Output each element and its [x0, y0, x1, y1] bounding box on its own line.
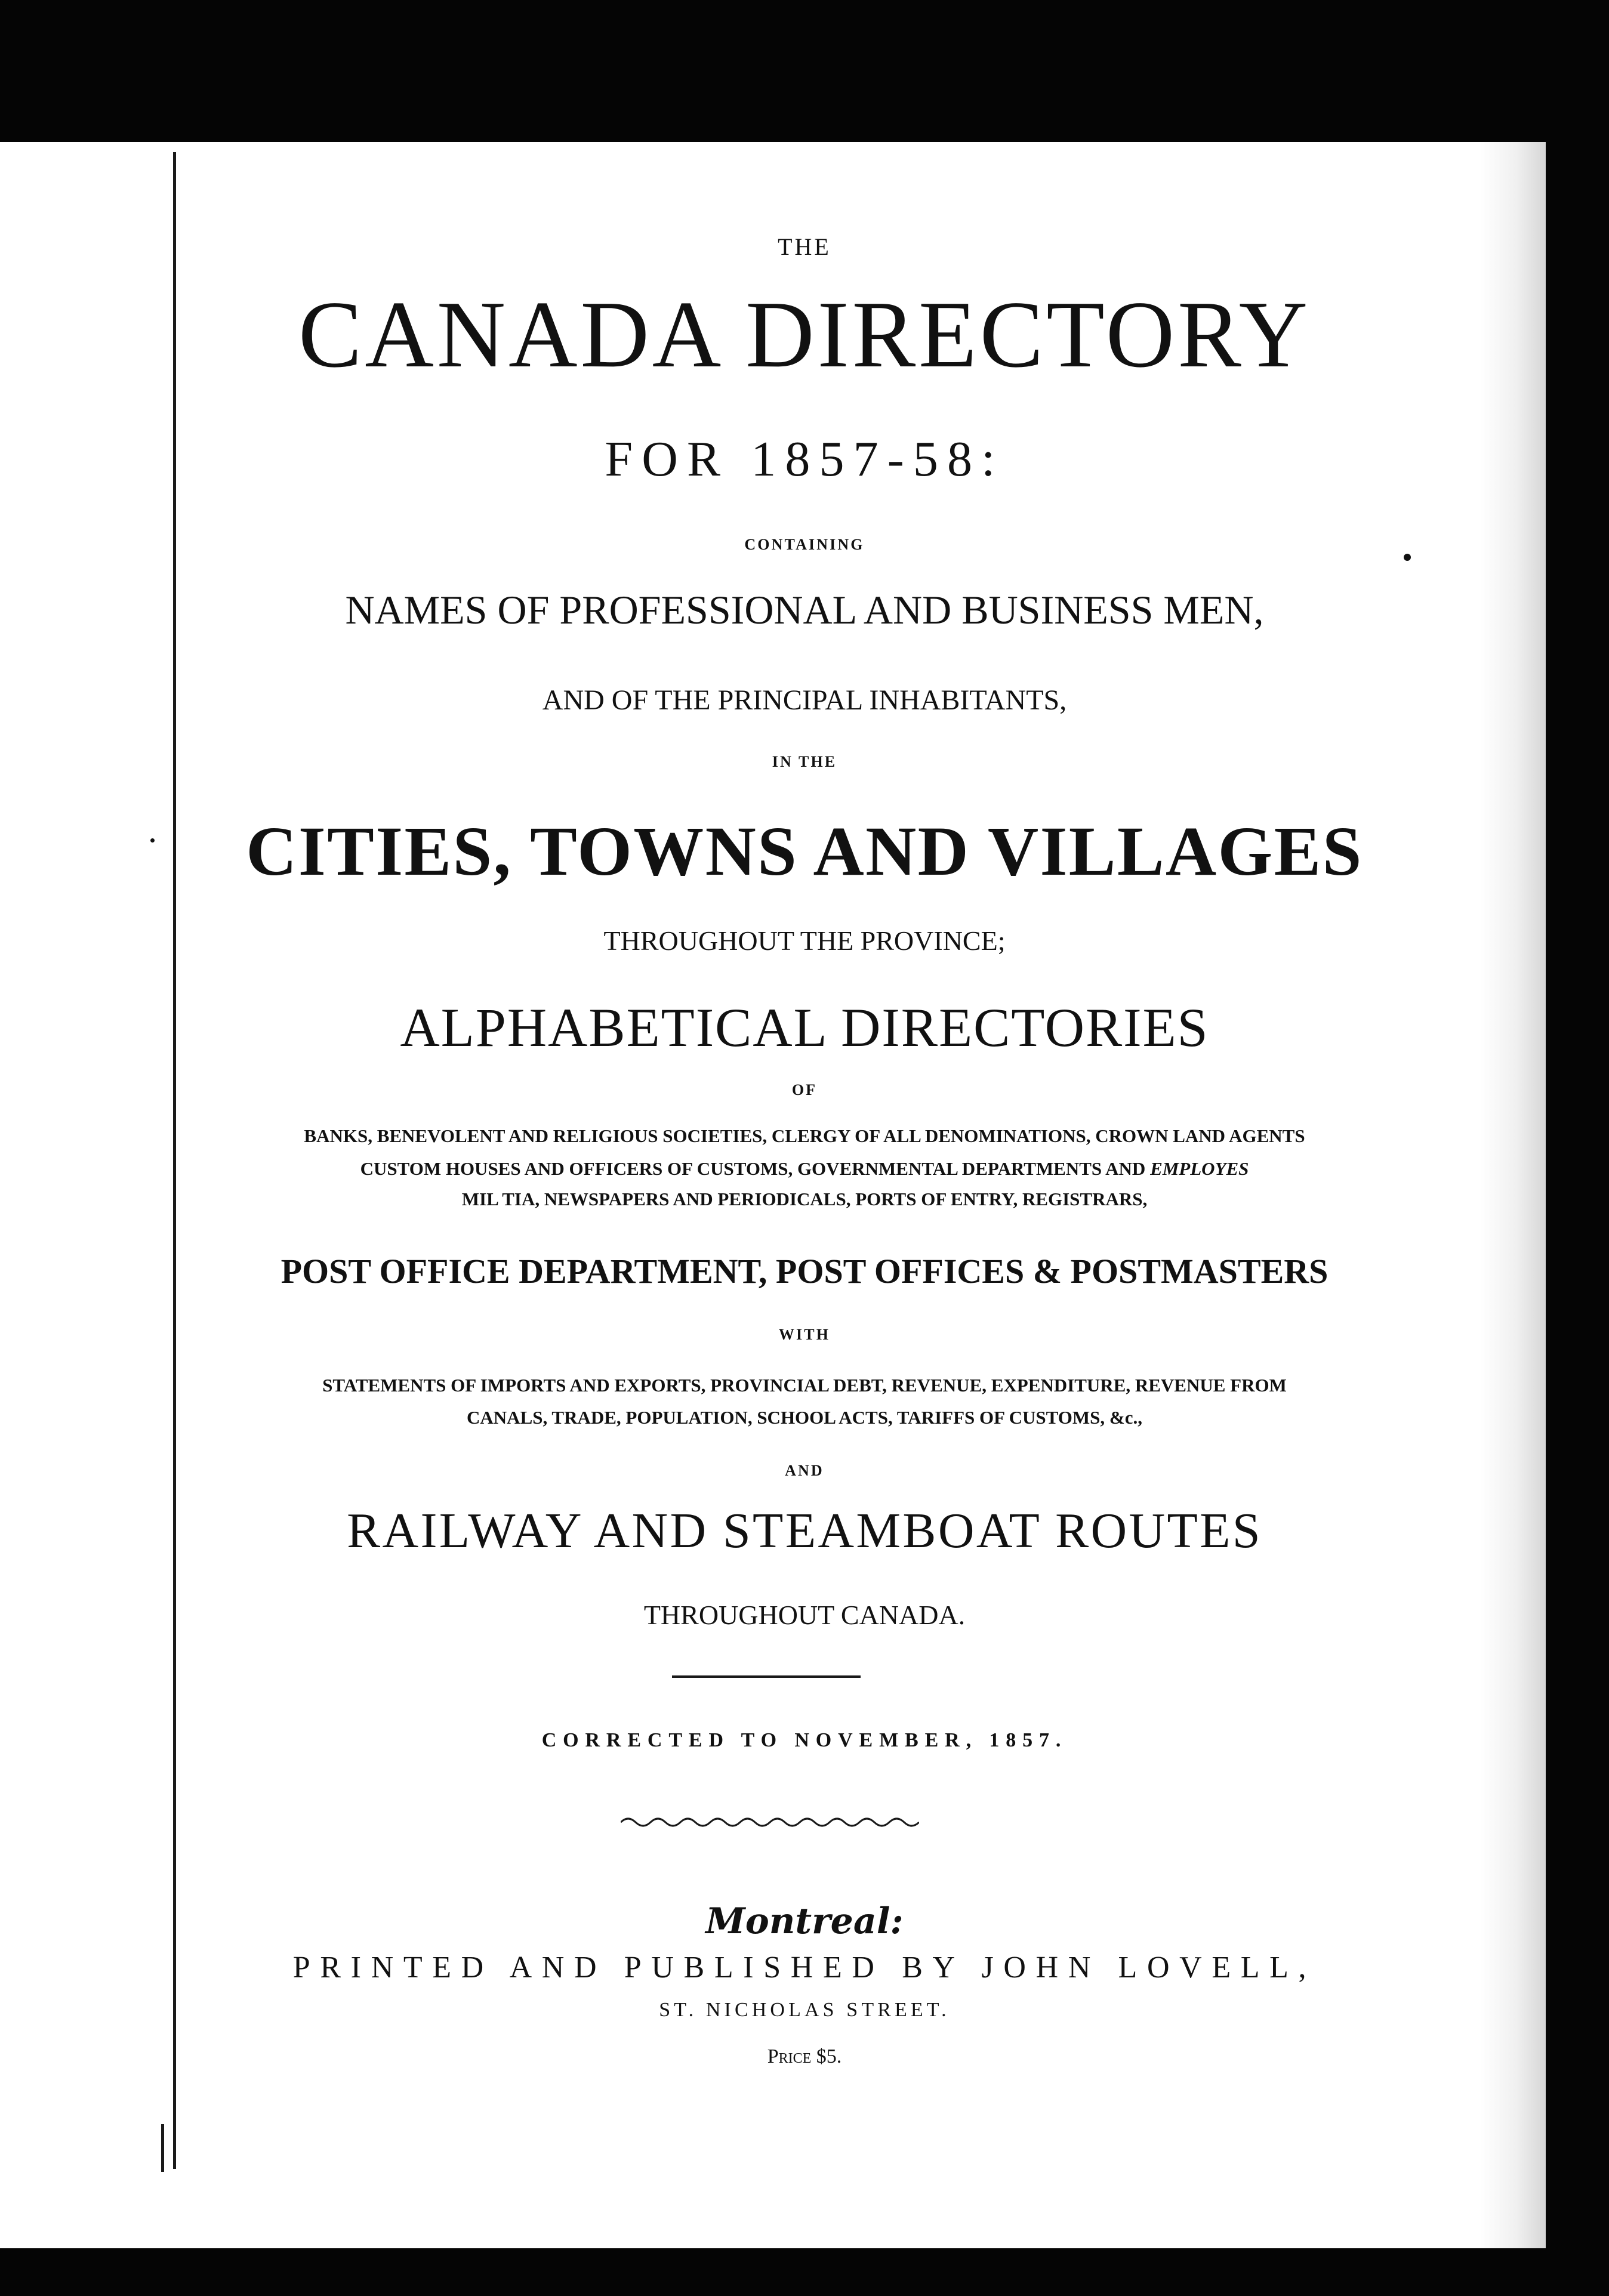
inhabitants-line: AND OF THE PRINCIPAL INHABITANTS,: [542, 684, 1067, 716]
main-title: CANADA DIRECTORY: [298, 281, 1311, 387]
alphabetical-line: ALPHABETICAL DIRECTORIES: [400, 997, 1209, 1058]
title-the: THE: [778, 233, 831, 260]
list-line-1: BANKS, BENEVOLENT AND RELIGIOUS SOCIETIES, CLERGY OF ALL DENOMINATIONS, CROWN LAND AGENTS: [304, 1125, 1305, 1146]
year-subtitle: FOR 1857-58:: [605, 431, 1004, 487]
ink-speck: [1404, 554, 1411, 561]
ornamental-wave-rule: [621, 1815, 919, 1829]
gutter-mark: [161, 2124, 186, 2172]
stats-line-1: STATEMENTS OF IMPORTS AND EXPORTS, PROVINCIAL DEBT, REVENUE, EXPENDITURE, REVENUE FROM: [322, 1375, 1287, 1396]
in-the-label: IN THE: [772, 753, 837, 770]
stats-line-2: CANALS, TRADE, POPULATION, SCHOOL ACTS, TARIFFS OF CUSTOMS, &c.,: [467, 1407, 1142, 1428]
of-label: OF: [791, 1081, 818, 1098]
list-line-2-italic: EMPLOYES: [1150, 1158, 1249, 1179]
divider-rule: [672, 1675, 861, 1678]
with-label: WITH: [778, 1326, 831, 1343]
throughout-province: THROUGHOUT THE PROVINCE;: [603, 925, 1006, 956]
list-line-2: [0, 1159, 1609, 1178]
containing-label: CONTAINING: [744, 536, 865, 553]
street-line: ST. NICHOLAS STREET.: [659, 1999, 950, 2021]
cities-line: CITIES, TOWNS AND VILLAGES: [246, 812, 1363, 890]
throughout-canada: THROUGHOUT CANADA.: [643, 1600, 966, 1630]
names-line: NAMES OF PROFESSIONAL AND BUSINESS MEN,: [345, 587, 1264, 632]
price-line: Price $5.: [767, 2045, 842, 2067]
post-office-line: POST OFFICE DEPARTMENT, POST OFFICES & POSTMASTERS: [281, 1252, 1328, 1291]
printer-line: PRINTED AND PUBLISHED BY JOHN LOVELL,: [292, 1951, 1317, 1985]
list-line-3: MIL TIA, NEWSPAPERS AND PERIODICALS, PORTS OF ENTRY, REGISTRARS,: [461, 1189, 1148, 1209]
corrected-line: CORRECTED TO NOVEMBER, 1857.: [541, 1729, 1068, 1751]
list-line-2-text: CUSTOM HOUSES AND OFFICERS OF CUSTOMS, GOVERNMENTAL DEPARTMENTS AND: [360, 1158, 1146, 1179]
place-montreal: Montreal:: [705, 1900, 904, 1942]
railway-line: RAILWAY AND STEAMBOAT ROUTES: [347, 1503, 1262, 1559]
and-label: AND: [785, 1462, 824, 1479]
